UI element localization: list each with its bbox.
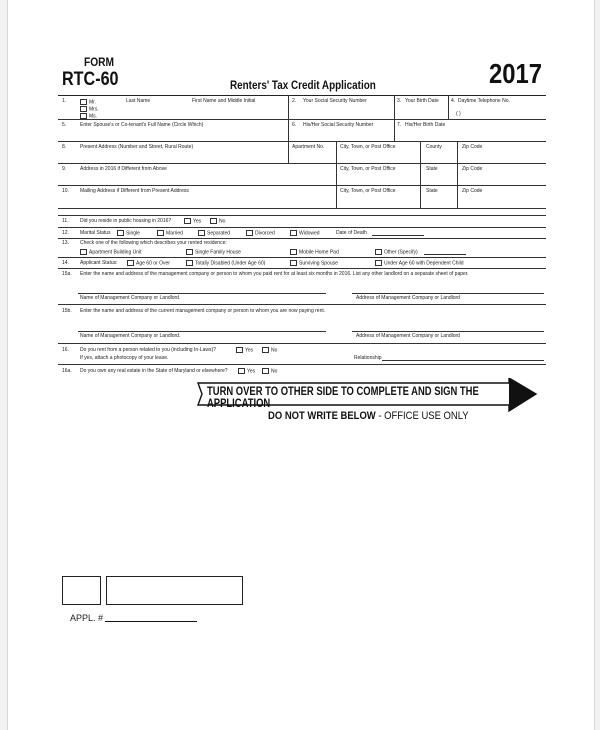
q15b-name-label: Name of Management Company or Landlord.: [80, 333, 181, 339]
divider: [457, 163, 458, 185]
status-age-60[interactable]: Age 60 or Over: [127, 260, 170, 266]
residence-house[interactable]: Single Family House: [186, 249, 241, 255]
marital-single[interactable]: Single: [117, 230, 140, 236]
q14-label: Applicant Status:: [80, 260, 118, 266]
prior-address-label: Address in 2016 if Different from Above: [80, 166, 167, 172]
surviving-spouse-checkbox[interactable]: [290, 260, 297, 266]
q16a-no[interactable]: No: [262, 368, 277, 374]
q16-no[interactable]: No: [262, 347, 277, 353]
q15a-name-line[interactable]: [78, 293, 326, 294]
status-dependent-child[interactable]: Under Age 60 with Dependent Child: [375, 260, 464, 266]
divider: [457, 141, 458, 163]
ssn-label: Your Social Security Number: [303, 98, 367, 104]
rule: [58, 257, 546, 258]
spouse-dob-label: His/Her Birth Date: [405, 122, 446, 128]
q15a-number: 15a.: [62, 271, 72, 277]
top-rule: [58, 95, 546, 96]
present-address-label: Present Address (Number and Street, Rural Route): [80, 144, 194, 150]
mailing-address-label: Mailing Address if Different from Present Address: [80, 188, 189, 194]
rule: [58, 304, 546, 305]
phone-area-code[interactable]: ( ): [456, 111, 461, 117]
q13-text: Check one of the following which describes your rented residence:: [80, 240, 227, 246]
other-checkbox[interactable]: [375, 249, 382, 255]
q16a-no-checkbox[interactable]: [262, 368, 269, 374]
mobile-home-checkbox[interactable]: [290, 249, 297, 255]
q16-yes[interactable]: Yes: [236, 347, 253, 353]
form-label: FORM: [84, 55, 115, 69]
q15b-number: 15b.: [62, 308, 72, 314]
q15b-address-label: Address of Management Company or Landlord: [356, 333, 460, 339]
other-specify-line[interactable]: [424, 254, 466, 255]
row-1-number: 1.: [62, 98, 67, 104]
rule: [58, 208, 546, 209]
rule: [58, 238, 546, 239]
mr-option[interactable]: Mr.: [80, 99, 96, 105]
q15a-name-label: Name of Management Company or Landlord.: [80, 295, 181, 301]
rule: [58, 227, 546, 228]
status-disabled[interactable]: Totally Disabled (Under Age 60): [186, 260, 265, 266]
q11-number: 11.: [62, 218, 69, 224]
row-9-number: 9.: [62, 166, 67, 172]
married-checkbox[interactable]: [157, 230, 164, 236]
divider: [448, 95, 449, 119]
q16-no-checkbox[interactable]: [262, 347, 269, 353]
divider: [394, 119, 395, 141]
marital-separated[interactable]: Separated: [198, 230, 230, 236]
q15b-name-line[interactable]: [78, 331, 326, 332]
rule: [58, 185, 546, 186]
divider: [288, 119, 289, 141]
spouse-name-label: Enter Spouse's or Co-tenant's Full Name (Circle Which): [80, 122, 204, 128]
divider: [394, 95, 395, 119]
divider: [288, 141, 289, 163]
mailing-city-label: City, Town, or Post Office: [340, 188, 396, 194]
phone-label: Daytime Telephone No.: [458, 98, 510, 104]
q16-number: 16.: [62, 347, 69, 353]
dob-label: Your Birth Date: [405, 98, 439, 104]
q11-text: Did you reside in public housing in 2016?: [80, 218, 172, 224]
age-60-checkbox[interactable]: [127, 260, 134, 266]
ssn-number: 2.: [292, 98, 297, 104]
office-use-notice: DO NOT WRITE BELOW - OFFICE USE ONLY: [268, 410, 469, 422]
rule: [58, 364, 546, 365]
last-name-label: Last Name: [126, 98, 151, 104]
mr-checkbox[interactable]: [80, 99, 87, 105]
divider: [336, 185, 337, 208]
dob-number: 3.: [397, 98, 402, 104]
appl-number-line[interactable]: [105, 621, 197, 622]
rule: [58, 163, 546, 164]
q15b-text: Enter the name and address of the current management company or person to whom you are now paying rent.: [80, 308, 326, 314]
disabled-checkbox[interactable]: [186, 260, 193, 266]
divider: [288, 95, 289, 119]
form-title: Renters' Tax Credit Application: [230, 80, 376, 92]
divider: [457, 185, 458, 208]
q16-text: Do you rent from a person related to you (including In-Laws)?: [80, 347, 216, 353]
mailing-state-label: State: [426, 188, 438, 194]
spouse-dob-number: 7.: [397, 122, 402, 128]
row-5-number: 5.: [62, 122, 67, 128]
divider: [336, 163, 337, 185]
relationship-label: Relationship: [354, 355, 382, 361]
single-checkbox[interactable]: [117, 230, 124, 236]
rule: [58, 215, 546, 216]
mailing-zip-label: Zip Code: [462, 188, 483, 194]
rule: [58, 141, 546, 142]
divider: [420, 185, 421, 208]
row-10-number: 10.: [62, 188, 69, 194]
turn-over-banner-text: TURN OVER TO OTHER SIDE TO COMPLETE AND SIGN THE APPLICATION: [207, 386, 479, 410]
q15a-address-label: Address of Management Company or Landlord: [356, 295, 460, 301]
divider: [336, 141, 337, 163]
q16a-number: 16a.: [62, 368, 72, 374]
q15b-address-line[interactable]: [352, 331, 544, 332]
prior-zip-label: Zip Code: [462, 166, 483, 172]
residence-apartment[interactable]: Apartment Building Unit: [80, 249, 142, 255]
prior-state-label: State: [426, 166, 438, 172]
q12-number: 12.: [62, 230, 69, 236]
dependent-child-checkbox[interactable]: [375, 260, 382, 266]
q15a-text: Enter the name and address of the management company or person to whom you paid rent for at least six months in 2016. List any other landlord on a separate sheet of paper.: [80, 271, 469, 277]
relationship-line[interactable]: [382, 360, 544, 361]
phone-number: 4.: [451, 98, 456, 104]
q16a-yes[interactable]: Yes: [238, 368, 255, 374]
spouse-ssn-label: His/Her Social Security Number: [303, 122, 374, 128]
ms-option[interactable]: Ms.: [80, 113, 97, 119]
rule: [58, 268, 546, 269]
row-8-number: 8.: [62, 144, 67, 150]
tax-year: 2017: [489, 58, 542, 89]
q16a-yes-checkbox[interactable]: [238, 368, 245, 374]
mrs-checkbox[interactable]: [80, 106, 87, 112]
divorced-checkbox[interactable]: [246, 230, 253, 236]
q11-no[interactable]: No: [210, 218, 225, 224]
residence-other[interactable]: Other (Specify): [375, 249, 418, 255]
widowed-checkbox[interactable]: [290, 230, 297, 236]
divider: [420, 163, 421, 185]
rule: [58, 119, 546, 120]
status-surviving-spouse[interactable]: Surviving Spouse: [290, 260, 338, 266]
q12-label: Marital Status: [80, 230, 111, 236]
residence-mobile[interactable]: Mobile Home Pad: [290, 249, 339, 255]
apartment-label: Apartment No.: [292, 144, 325, 150]
q11-yes-checkbox[interactable]: [184, 218, 191, 224]
date-of-death-label: Date of Death: [336, 230, 367, 236]
city-label: City, Town, or Post Office: [340, 144, 396, 150]
q13-number: 13.: [62, 240, 69, 246]
q14-number: 14.: [62, 260, 69, 266]
appl-number-label: APPL. #: [70, 613, 104, 623]
office-box-large: [106, 576, 243, 605]
marital-divorced[interactable]: Divorced: [246, 230, 275, 236]
zip-label: Zip Code: [462, 144, 483, 150]
q15a-address-line[interactable]: [352, 293, 544, 294]
marital-married[interactable]: Married: [157, 230, 183, 236]
prior-city-label: City, Town, or Post Office: [340, 166, 396, 172]
spouse-ssn-number: 6.: [292, 122, 297, 128]
rule: [58, 343, 546, 344]
county-label: County: [426, 144, 442, 150]
q16a-text: Do you own any real estate in the State of Maryland or elsewhere?: [80, 368, 228, 374]
q16-yes-checkbox[interactable]: [236, 347, 243, 353]
q11-yes[interactable]: Yes: [184, 218, 201, 224]
divider: [420, 141, 421, 163]
form-number: RTC-60: [62, 69, 119, 90]
apartment-checkbox[interactable]: [80, 249, 87, 255]
q16-lease-note: If yes, attach a photocopy of your lease.: [80, 355, 169, 361]
mrs-option[interactable]: Mrs.: [80, 106, 99, 112]
office-box-small: [62, 576, 101, 605]
first-name-label: First Name and Middle Initial: [192, 98, 256, 104]
q11-no-checkbox[interactable]: [210, 218, 217, 224]
marital-widowed[interactable]: Widowed: [290, 230, 320, 236]
separated-checkbox[interactable]: [198, 230, 205, 236]
house-checkbox[interactable]: [186, 249, 193, 255]
date-of-death-line[interactable]: [372, 235, 424, 236]
